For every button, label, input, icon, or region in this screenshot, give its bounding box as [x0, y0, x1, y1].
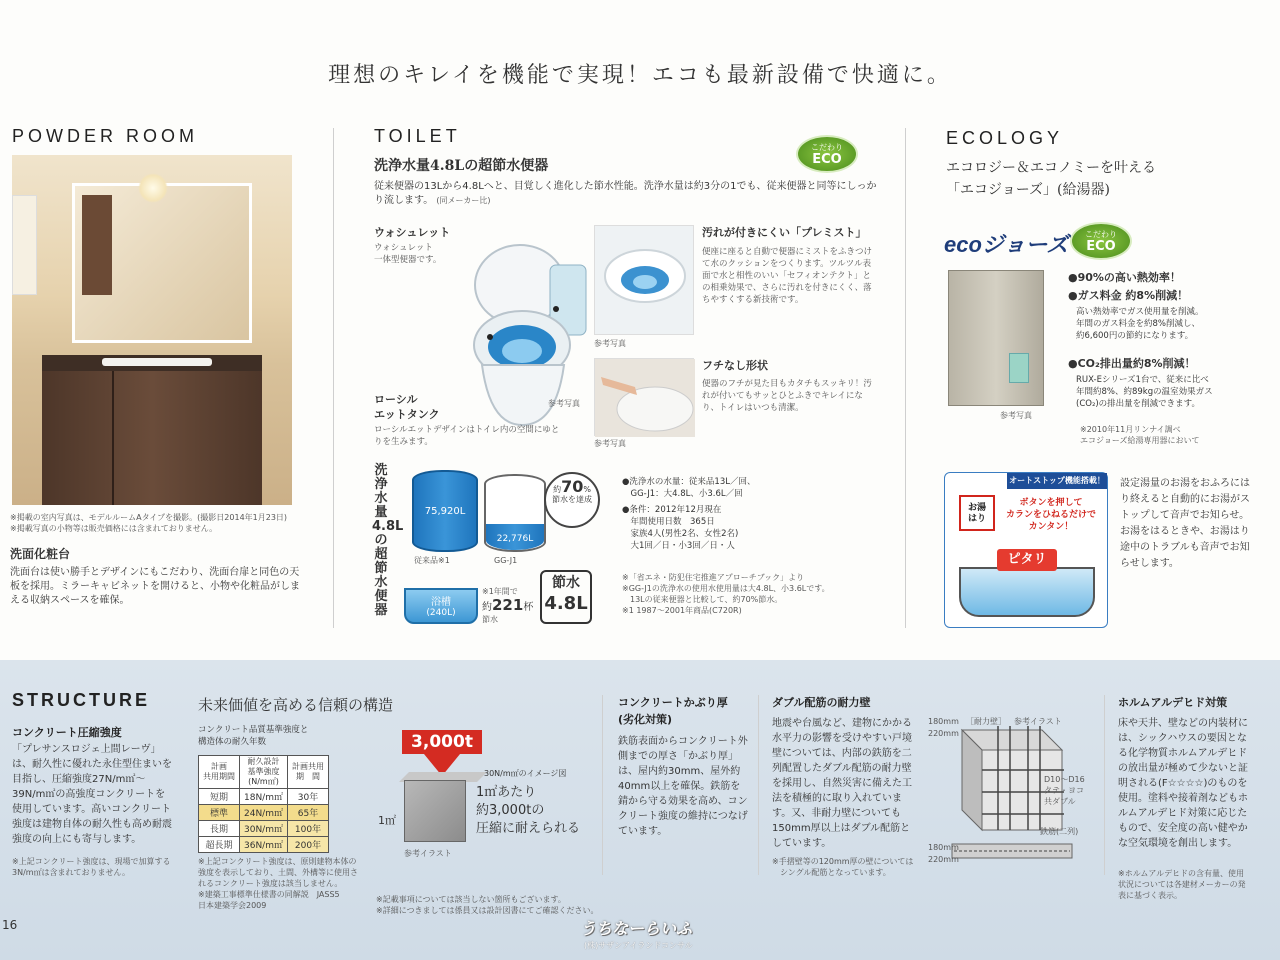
powder-room-photo	[12, 155, 292, 505]
tank-small-label: GG-J1	[494, 556, 518, 565]
premist-title: 汚れが付きにくい「プレミスト」	[702, 226, 867, 239]
vanity-cabinet	[42, 371, 262, 505]
rimless-body: 便器のフチが見た目もカタチもスッキリ！汚れが付いてもサッとひとふきでキレイになり、トイレはいつも清潔。	[702, 379, 872, 413]
toilet-sub: 洗浄水量4.8Lの超節水便器	[374, 158, 549, 174]
table-cell: 長期	[199, 821, 240, 837]
rebar-bottom-label: 鉄筋(二列)	[1040, 827, 1079, 836]
eco-badge-top: こだわり	[1085, 230, 1117, 239]
eco-point-2-body: 高い熱効率でガス使用量を削減。 年間のガス料金を約8%削減し、 約6,600円の節約になります。	[1076, 307, 1204, 341]
water-label: 節水	[552, 575, 580, 591]
toilet-lead-note: (同メーカー比)	[436, 196, 491, 205]
ecology-sub: エコロジー＆エコノミーを叶える 「エコジョーズ」(給湯器)	[946, 160, 1156, 198]
auto-red: ボタンを押して カランをひねるだけで カンタン！	[1005, 498, 1096, 532]
double-body: 地震や台風など、建物にかかる水平力の影響を受けやすい戸境壁については、内部の鉄筋を二列配置したダブル配筋の耐力壁を採用し、自然災害に備えた工法を積極的に取り入れています。又、非耐力壁についても150mm厚以上はダブル配筋としています。	[772, 718, 912, 849]
eco-point-3: ●CO₂排出量約8%削減！	[1068, 357, 1196, 370]
concrete-cube	[404, 780, 466, 842]
vertical-caption: 洗浄水量4.8Lの超節水便器	[372, 463, 404, 618]
table-cell: 24N/m㎡	[240, 805, 288, 821]
bath-count-sub: 節水	[482, 615, 498, 624]
tank-big-label: 従来品※1	[414, 556, 450, 565]
ecojozu-logo: ecoジョーズ	[944, 232, 1069, 257]
table-cell: 100年	[287, 821, 328, 837]
photo-ref: 参考写真	[548, 399, 580, 408]
table-caption: コンクリート品質基準強度と 構造体の耐久年数	[198, 725, 309, 747]
premist-bowl	[595, 226, 695, 336]
page-number: 16	[2, 918, 18, 932]
eco-point-2: ●ガス料金 約8%削減！	[1068, 289, 1189, 302]
concrete-note: ※上記コンクリート強度は、現場で加算する3N/m㎡は含まれておりません。	[12, 857, 171, 877]
formal-note: ※ホルムアルデヒドの含有量、使用状況については各建材メーカーの発表に基づく表示。	[1118, 869, 1246, 900]
water-heater-image	[948, 270, 1044, 406]
auto-box: お湯 はり	[959, 495, 995, 531]
bath-note: ※1年間で	[482, 587, 518, 596]
eco-badge-ecology	[1070, 222, 1132, 260]
rebar-wall: ［耐力壁］	[966, 717, 1006, 726]
powder-heading: POWDER ROOM	[12, 126, 198, 146]
table-cell: 18N/m㎡	[240, 789, 288, 805]
eco-point-1: ●90%の高い熱効率！	[1068, 271, 1181, 284]
premist-body: 便座に座ると自動で便器にミストをふきつけて水のクッションをつくります。ツルツル表面で水と相性のいい「セフィオンテクト」との相乗効果で、さらに汚れを付きにくく、落ちやすくする新技術です。	[702, 247, 873, 305]
toilet-lead	[374, 180, 884, 208]
bath-label: 浴槽	[431, 597, 451, 608]
tank-small-value: 22,776L	[496, 534, 534, 544]
rimless-photo	[594, 358, 694, 436]
spec-1: ●洗浄水の水量：従来品13L／回、 GG-J1：大4.8L、小3.6L／回	[622, 477, 756, 499]
table-head: 計画 共用期間	[199, 756, 240, 789]
heater-panel	[1009, 353, 1029, 383]
rebar-top2: 220mm	[928, 729, 959, 738]
eco-point-3-note: ※2010年11月リンナイ調べ エコジョーズ給湯専用器において	[1080, 425, 1200, 445]
divider	[333, 128, 334, 628]
bath-count-pre: 約	[482, 602, 492, 613]
vanity-sink	[102, 358, 212, 366]
powder-note-2: ※掲載写真の小物等は販売価格には含まれておりません。	[10, 524, 218, 533]
table-cell: 36N/m㎡	[240, 837, 288, 853]
auto-body: 設定湯量のお湯をおふろにはり終えると自動的にお湯がストップして音声でお知らせ。お湯をはるときや、お湯はり途中のトラブルも音声でお知らせします。	[1120, 478, 1250, 569]
intercom-panel	[12, 195, 37, 295]
rebar-d: D10〜D16 タテ・ヨコ 共ダブル	[1044, 775, 1085, 806]
formal-title: ホルムアルデヒド対策	[1118, 696, 1228, 709]
image-note: 30N/m㎡のイメージ図	[484, 769, 567, 778]
table-cell: 超長期	[199, 837, 240, 853]
table-cell: 30年	[287, 789, 328, 805]
save-circle	[544, 472, 600, 528]
concrete-title: コンクリート圧縮強度	[12, 726, 122, 739]
bath-count	[482, 596, 533, 614]
structure-heading: STRUCTURE	[12, 690, 150, 710]
pressure-text: 1㎡あたり 約3,000tの 圧縮に耐えられる	[476, 785, 581, 836]
save-value: 70	[561, 477, 584, 496]
concrete-body: 「プレサンスロジェ上間レーヴ」は、耐久性に優れた永住型住まいを目指し、圧縮強度27N/m㎡〜39N/m㎡の高強度コンクリートを使用しています。高いコンクリート強度は建物自体の耐久性も高め耐震強度の向上にも寄与します。	[12, 744, 172, 845]
water-box	[540, 570, 592, 624]
rimless-ref: 参考写真	[594, 439, 626, 448]
bath-count-value: 221	[492, 596, 524, 614]
tank-ggj1	[484, 474, 546, 552]
save-top: 約	[553, 485, 562, 494]
rimless-title: フチなし形状	[702, 359, 768, 372]
publisher-sub: (株)サザンアイランドコンサル	[584, 941, 693, 950]
divider	[758, 695, 759, 875]
cabinet-line	[112, 371, 114, 505]
save-unit: %	[583, 485, 591, 494]
toilet-notes: ※「省エネ・防犯住宅推進アプローチブック」より ※GG-J1の洗浄水の使用水使用量は大4.8L、小3.6Lです。 13Lの従来便器と比較して、約70%節水。 ※1 1987〜2001年商品(C720R)	[622, 573, 830, 615]
table-note: ※上記コンクリート強度は、原則建物本体の強度を表示しており、土間、外構等に使用されるコンクリート強度は該当しません。 ※建築工事標準仕様書の同解説 JASS5 日本建築学会2009	[198, 857, 358, 910]
bath-count-unit: 杯	[523, 602, 534, 613]
double-note: ※手摺壁等の120mm厚の壁については シングル配筋となっています。	[772, 857, 914, 877]
save-bottom: 節水を達成	[552, 495, 592, 504]
washlet-title: ウォシュレット	[374, 226, 451, 239]
table-cell: 短期	[199, 789, 240, 805]
rebar-bot2: 220mm	[928, 855, 959, 864]
ton-badge: 3,000t	[402, 730, 482, 754]
spec-2: ●条件：2012年12月現在 年間使用日数 365日 家族4人(男性2名、女性2名) 大1回／日・小3回／日・人	[622, 505, 739, 551]
doorway	[82, 195, 112, 295]
m2-label: 1㎡	[378, 814, 396, 827]
bathtub	[404, 588, 478, 624]
divider	[905, 128, 906, 628]
eco-point-3-body: RUX-Eシリーズ1台で、従来に比べ 年間約8%、約89kgの温室効果ガス (CO₂)の排出量を削減できます。	[1076, 375, 1213, 409]
cover-title: コンクリートかぶり厚 (劣化対策)	[618, 696, 728, 726]
ecology-heading: ECOLOGY	[946, 128, 1064, 148]
water-value: 4.8L	[544, 593, 588, 614]
divider	[1104, 695, 1105, 875]
pitari-label: ピタリ	[997, 549, 1057, 571]
table-cell: 200年	[287, 837, 328, 853]
ceiling-light	[138, 173, 168, 203]
formal-body: 床や天井、壁などの内装材には、シックハウスの要因となる化学物質ホルムアルデヒドの放出量が極めて少ないと証明される(F☆☆☆☆)のものを使用。塗料や接着剤などもホルムアルデヒド対策に応じたもので、安全度の高い健やかな空気環境を創出します。	[1118, 718, 1248, 849]
rebar-top1: 180mm	[928, 717, 959, 726]
structure-sub: 未来価値を高める信頼の構造	[198, 696, 394, 714]
cover-body: 鉄筋表面からコンクリート外側までの厚さ「かぶり厚」は、屋内約30mm、屋外約40mm以上を確保。鉄筋を錆から守る効果を高め、コンクリート強度の維持につなげています。	[618, 736, 748, 837]
double-title: ダブル配筋の耐力壁	[772, 696, 871, 709]
table-cell: 65年	[287, 805, 328, 821]
foot-note: ※記載事項については該当しない箇所もございます。 ※詳細につきましては係員又は設計図書にてご確認ください。	[376, 895, 599, 915]
tank-body: ローシルエットデザインはトイレ内の空間にゆとりを生みます。	[374, 425, 560, 447]
tank-title: ローシル エットタンク	[374, 393, 440, 421]
toilet-lead-text: 従来便器の13Lから4.8Lへと、目覚しく進化した節水性能。洗浄水量は約3分の1でも、従来便器と同等にしっかり流します。	[374, 181, 877, 206]
eco-badge-main: ECO	[1086, 239, 1116, 254]
rebar-ref: 参考イラスト	[1014, 717, 1062, 726]
table-head: 計画共用 期 間	[287, 756, 328, 789]
powder-body: 洗面台は使い勝手とデザインにもこだわり、洗面台扉と同色の天板を採用。ミラーキャビネットを開けると、小物や化粧品がしまえる収納スペースを確保。	[10, 567, 300, 606]
illust-ref: 参考イラスト	[404, 849, 452, 858]
powder-note-1: ※掲載の室内写真は、モデルルームAタイプを撮影。(撮影日2014年1月23日)	[10, 513, 288, 522]
toilet-heading: TOILET	[374, 126, 461, 146]
page-title: 理想のキレイを機能で実現！エコも最新設備で快適に。	[328, 63, 952, 88]
powder-sub: 洗面化粧台	[10, 547, 71, 561]
eco-badge-main: ECO	[812, 152, 842, 167]
rimless-hand	[595, 359, 695, 437]
auto-stop-head: オートストップ機能搭載！	[1007, 473, 1107, 489]
heater-ref: 参考写真	[1000, 411, 1032, 420]
table-head: 耐久設計 基準強度 (N/m㎡)	[240, 756, 288, 789]
table-cell: 標準	[199, 805, 240, 821]
auto-bath	[959, 567, 1095, 617]
quality-table	[198, 755, 329, 853]
eco-badge-top: こだわり	[811, 143, 843, 152]
auto-stop-panel	[944, 472, 1108, 628]
premist-ref: 参考写真	[594, 339, 626, 348]
divider	[602, 695, 603, 875]
rebar-bot1: 180mm	[928, 843, 959, 852]
tank-big-value: 75,920L	[424, 506, 466, 517]
tank-conventional	[412, 470, 478, 552]
washlet-body: ウォシュレット 一体型便器です。	[374, 243, 442, 265]
table-cell: 30N/m㎡	[240, 821, 288, 837]
publisher-logo: うちなーらいふ	[580, 921, 693, 938]
eco-badge	[796, 135, 858, 173]
premist-photo	[594, 225, 694, 335]
bath-sub: (240L)	[426, 608, 456, 618]
